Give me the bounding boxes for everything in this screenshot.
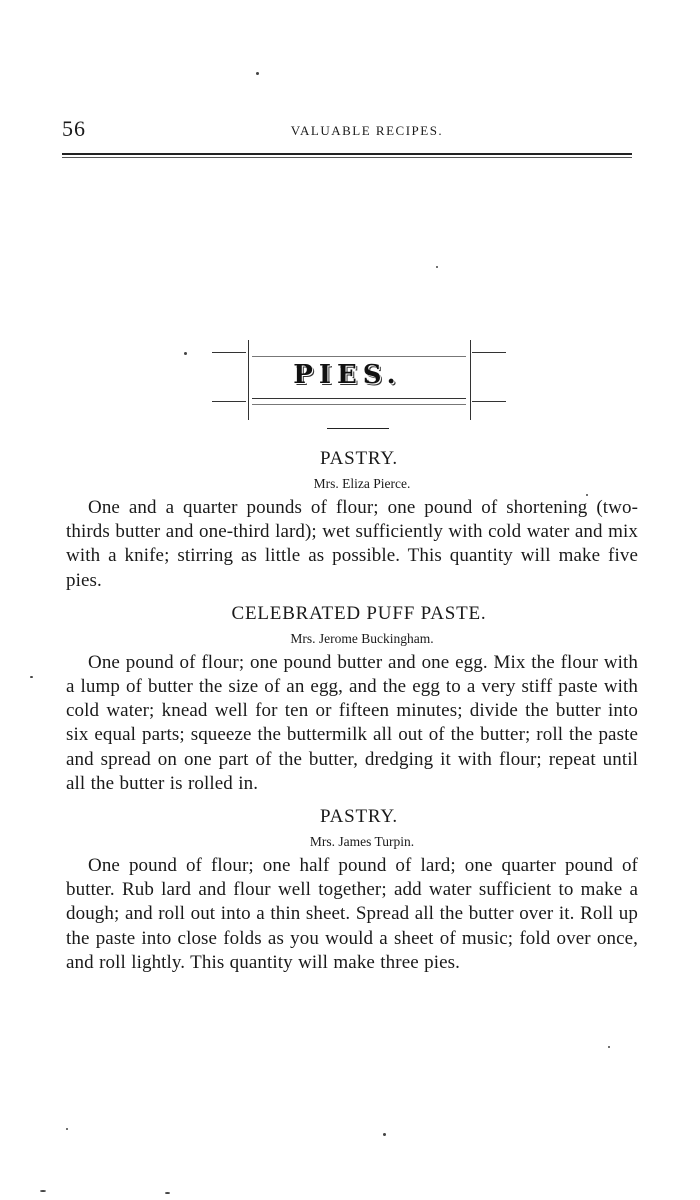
recipe <box>66 601 638 796</box>
recipe-author: Mrs. Jerome Buckingham. <box>290 630 434 646</box>
recipe-author: Mrs. James Turpin. <box>309 834 415 850</box>
recipe-body: One pound of flour; one pound butter and one egg. Mix the flour with a lump of butter the size of an egg, and the egg to a very stiff paste with cold water; knead well for ten or fifteen minutes; divide the butter into six equal parts; squeeze the buttermilk all out of the butter; roll the paste and spread on one part of the butter, dredging it with flour; repeat until all the butter is rolled in. <box>66 651 638 794</box>
recipe-title: PASTRY. <box>320 448 398 469</box>
recipe-body: One pound of flour; one half pound of lard; one quarter pound of butter. Rub lard and flour well together; add water sufficient to make a dough; and roll out into a thin sheet. Spread all the butter over it. Roll up the paste into close folds as you would a sheet of music; fold over once, and roll lightly. This quantity will make three pies. <box>66 855 638 973</box>
page-number: 56 <box>62 116 86 141</box>
recipes-content <box>66 446 638 983</box>
recipe-author: Mrs. Eliza Pierce. <box>313 476 411 491</box>
page-header <box>62 112 632 152</box>
recipe-title: PASTRY. <box>320 806 398 828</box>
header-rule-thin <box>62 157 632 158</box>
running-head: VALUABLE RECIPES. <box>290 123 444 138</box>
recipe-body: One and a quarter pounds of flour; one pound of shortening (two-thirds butter and one-third lard); wet sufficiently with cold water and mix with a knife; stirring as little as possible. This quantity will make five pies. <box>66 497 638 591</box>
recipe <box>66 446 638 593</box>
section-title: PIES. <box>293 360 402 390</box>
header-rule <box>62 153 632 155</box>
section-underline <box>327 428 389 429</box>
recipe-title: CELEBRATED PUFF PASTE. <box>231 602 487 624</box>
recipe <box>66 804 638 975</box>
